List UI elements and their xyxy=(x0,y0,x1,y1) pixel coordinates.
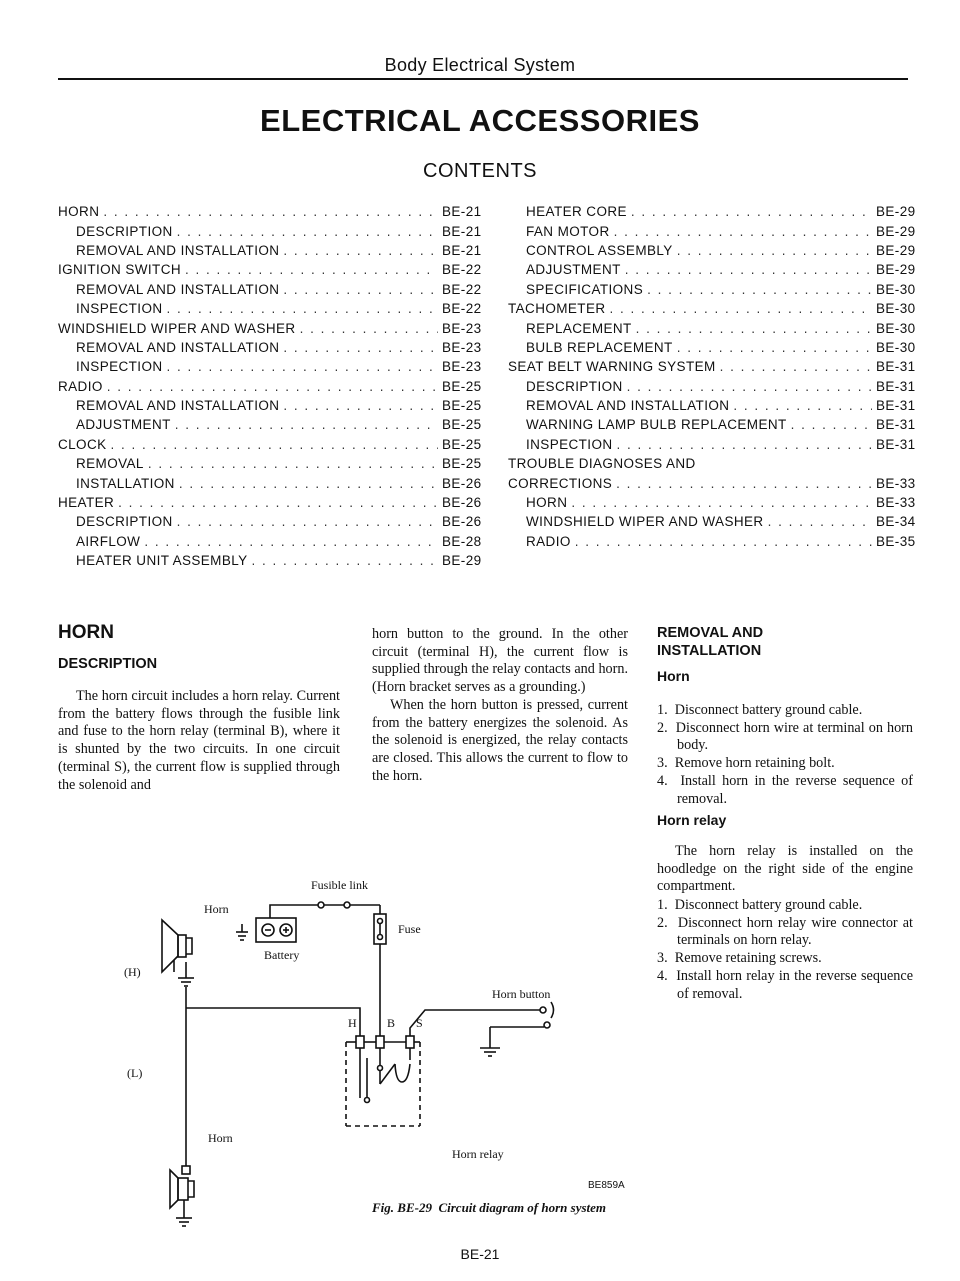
toc-entry-page: BE-25 xyxy=(442,417,482,433)
step-item: 1. Disconnect battery ground cable. xyxy=(657,897,863,913)
toc-entry-label: WINDSHIELD WIPER AND WASHER xyxy=(58,320,296,336)
toc-entry-page: BE-26 xyxy=(442,514,482,530)
toc-leader-dots xyxy=(179,476,438,491)
toc-entry-label: CLOCK xyxy=(58,436,107,452)
toc-entry xyxy=(508,512,916,531)
toc-entry xyxy=(58,221,482,240)
toc-entry xyxy=(508,221,916,240)
toc-entry xyxy=(58,473,482,492)
toc-leader-dots xyxy=(610,301,873,316)
toc-entry-label: DESCRIPTION xyxy=(526,378,623,394)
toc-entry-label: BULB REPLACEMENT xyxy=(526,339,673,355)
step-item: 3. Remove horn retaining bolt. xyxy=(657,755,835,772)
toc-entry-label: CORRECTIONS xyxy=(508,475,613,491)
toc-leader-dots xyxy=(627,379,872,394)
horn-bottom-label: Horn xyxy=(208,1131,233,1145)
toc-leader-dots xyxy=(791,417,872,432)
toc-entry xyxy=(508,493,916,512)
toc-entry xyxy=(58,299,482,318)
toc-leader-dots xyxy=(167,359,438,374)
toc-entry-label: DESCRIPTION xyxy=(76,514,173,530)
toc-entry xyxy=(58,454,482,473)
toc-entry-label: RADIO xyxy=(526,533,571,549)
toc-entry xyxy=(58,396,482,415)
toc-entry xyxy=(508,532,916,551)
toc-entry-page: BE-31 xyxy=(876,359,916,375)
toc-entry-page: BE-29 xyxy=(876,204,916,220)
page-title: ELECTRICAL ACCESSORIES xyxy=(260,103,700,138)
toc-entry-label: HEATER UNIT ASSEMBLY xyxy=(76,553,248,569)
toc-leader-dots xyxy=(118,495,438,510)
toc-entry-page: BE-29 xyxy=(442,553,482,569)
toc-entry-label: INSTALLATION xyxy=(76,475,175,491)
header-rule xyxy=(58,78,908,80)
toc-entry-label: TACHOMETER xyxy=(508,301,606,317)
toc-entry xyxy=(508,396,916,415)
toc-entry xyxy=(58,493,482,512)
toc-entry xyxy=(58,377,482,396)
toc-leader-dots xyxy=(107,379,438,394)
toc-entry-label: IGNITION SWITCH xyxy=(58,262,181,278)
fuse-label: Fuse xyxy=(398,922,421,936)
toc-entry-page: BE-25 xyxy=(442,398,482,414)
toc-entry xyxy=(58,202,482,221)
toc-entry xyxy=(58,280,482,299)
toc-entry-label: REMOVAL AND INSTALLATION xyxy=(76,398,280,414)
toc-entry xyxy=(508,202,916,221)
step-item: 4. Install horn in the reverse sequence of removal. xyxy=(657,772,913,807)
toc-entry-label: RADIO xyxy=(58,378,103,394)
toc-entry-page: BE-30 xyxy=(876,339,916,355)
horn-removal-steps xyxy=(657,702,913,808)
toc-entry-page: BE-21 xyxy=(442,242,482,258)
toc-leader-dots xyxy=(177,224,438,239)
page-number: BE-21 xyxy=(460,1246,500,1262)
toc-entry-label: HEATER xyxy=(58,495,115,511)
toc-entry-label: HORN xyxy=(526,495,568,511)
horn-relay-intro: The horn relay is installed on the hoodledge on the right side of the engine compartment. xyxy=(657,843,913,895)
step-item: 2. Disconnect horn wire at terminal on horn body. xyxy=(657,719,913,754)
toc-entry xyxy=(58,260,482,279)
toc-entry-label: HEATER CORE xyxy=(526,204,627,220)
toc-entry-page: BE-22 xyxy=(442,301,482,317)
toc-entry-label: REMOVAL AND INSTALLATION xyxy=(76,281,280,297)
toc-leader-dots xyxy=(283,282,438,297)
toc-entry-label: WARNING LAMP BULB REPLACEMENT xyxy=(526,417,787,433)
toc-entry-label: REMOVAL AND INSTALLATION xyxy=(76,242,280,258)
terminal-s-label: S xyxy=(416,1016,423,1030)
toc-entry-page: BE-22 xyxy=(442,262,482,278)
label-h: (H) xyxy=(124,965,141,979)
toc-entry-label: SEAT BELT WARNING SYSTEM xyxy=(508,359,716,375)
toc-leader-dots xyxy=(177,514,438,529)
toc-entry xyxy=(508,241,916,260)
horn-relay-label: Horn relay xyxy=(452,1147,504,1161)
toc-entry-page: BE-29 xyxy=(876,223,916,239)
toc-entry xyxy=(58,338,482,357)
toc-leader-dots xyxy=(616,476,872,491)
horn-subheading: Horn xyxy=(657,668,690,684)
toc-entry-page: BE-21 xyxy=(442,204,482,220)
toc-leader-dots xyxy=(571,495,872,510)
toc-entry xyxy=(58,435,482,454)
toc-leader-dots xyxy=(617,437,872,452)
toc-entry xyxy=(508,280,916,299)
toc-leader-dots xyxy=(283,398,438,413)
figure-code: BE859A xyxy=(588,1180,625,1191)
toc-entry xyxy=(58,415,482,434)
toc-entry-label: INSPECTION xyxy=(76,301,163,317)
toc-entry-page: BE-30 xyxy=(876,281,916,297)
toc-entry-label: DESCRIPTION xyxy=(76,223,173,239)
horn-button-label: Horn button xyxy=(492,987,551,1001)
toc-leader-dots xyxy=(103,204,438,219)
description-para1: The horn circuit includes a horn relay. Current from the battery flows through the fusible link and fuse to the horn relay (terminal B), where it is shunted by the two circuits. In one circuit (terminal S), the current flow is supplied through the solenoid and xyxy=(58,688,340,793)
description-para2: When the horn button is pressed, current from the battery energizes the solenoid. As the solenoid is energized, the relay contacts are closed. This allows the current to flow to the horn. xyxy=(372,696,628,784)
toc-entry-label: REMOVAL xyxy=(76,456,144,472)
toc-right-column xyxy=(508,202,916,551)
battery-label: Battery xyxy=(264,948,300,962)
horn-relay-text xyxy=(657,843,913,896)
toc-leader-dots xyxy=(185,262,438,277)
toc-entry-label: TROUBLE DIAGNOSES AND xyxy=(508,456,696,472)
step-item: 2. Disconnect horn relay wire connector at terminals on horn relay. xyxy=(657,914,913,949)
toc-entry-label: ADJUSTMENT xyxy=(526,262,621,278)
toc-entry-page: BE-25 xyxy=(442,456,482,472)
toc-entry-label: CONTROL ASSEMBLY xyxy=(526,242,673,258)
terminal-b-label: B xyxy=(387,1016,396,1030)
horn-top-label: Horn xyxy=(204,902,229,916)
toc-entry xyxy=(508,454,912,473)
toc-entry-label: ADJUSTMENT xyxy=(76,417,171,433)
description-text-col2 xyxy=(372,626,628,785)
toc-leader-dots xyxy=(148,456,438,471)
toc-entry-page: BE-23 xyxy=(442,320,482,336)
toc-entry xyxy=(508,377,916,396)
toc-leader-dots xyxy=(625,262,872,277)
toc-entry-label: AIRFLOW xyxy=(76,533,141,549)
toc-entry-page: BE-22 xyxy=(442,281,482,297)
toc-leader-dots xyxy=(300,321,438,336)
toc-entry-label: FAN MOTOR xyxy=(526,223,610,239)
running-header: Body Electrical System xyxy=(384,55,576,75)
description-text-col1 xyxy=(58,688,340,794)
toc-entry-page: BE-31 xyxy=(876,378,916,394)
toc-entry-page: BE-25 xyxy=(442,378,482,394)
toc-entry xyxy=(508,299,916,318)
toc-entry-label: REMOVAL AND INSTALLATION xyxy=(526,398,730,414)
horn-relay-subheading: Horn relay xyxy=(657,812,727,828)
toc-leader-dots xyxy=(636,321,872,336)
toc-entry-label: REPLACEMENT xyxy=(526,320,632,336)
toc-entry-page: BE-30 xyxy=(876,301,916,317)
toc-entry-page: BE-30 xyxy=(876,320,916,336)
toc-leader-dots xyxy=(614,224,872,239)
toc-entry-page: BE-35 xyxy=(876,533,916,549)
toc-entry xyxy=(58,318,482,337)
toc-entry-page: BE-23 xyxy=(442,359,482,375)
toc-entry xyxy=(58,241,482,260)
toc-entry-page: BE-26 xyxy=(442,475,482,491)
toc-entry-page: BE-31 xyxy=(876,417,916,433)
label-l: (L) xyxy=(127,1066,143,1080)
toc-entry-label: SPECIFICATIONS xyxy=(526,281,644,297)
toc-leader-dots xyxy=(111,437,438,452)
contents-heading: CONTENTS xyxy=(423,160,537,182)
description-para1-cont: horn button to the ground. In the other circuit (terminal H), the current flow is supplied through the relay contacts and horn. (Horn bracket serves as a grounding.) xyxy=(372,626,628,696)
toc-entry xyxy=(58,512,482,531)
toc-leader-dots xyxy=(575,534,872,549)
toc-entry-page: BE-31 xyxy=(876,398,916,414)
horn-heading: HORN xyxy=(58,622,114,643)
horn-relay-steps xyxy=(657,897,913,1003)
toc-entry xyxy=(508,318,916,337)
horn-bottom-symbol xyxy=(170,1158,194,1226)
fuse-symbol xyxy=(374,914,386,944)
toc-leader-dots xyxy=(677,340,872,355)
toc-leader-dots xyxy=(283,243,438,258)
toc-entry xyxy=(58,357,482,376)
toc-leader-dots xyxy=(768,514,872,529)
toc-entry-label: REMOVAL AND INSTALLATION xyxy=(76,339,280,355)
terminal-h-label: H xyxy=(348,1016,357,1030)
toc-entry-page: BE-26 xyxy=(442,495,482,511)
toc-entry xyxy=(508,338,916,357)
toc-leader-dots xyxy=(167,301,438,316)
toc-entry xyxy=(58,551,482,570)
toc-entry-page: BE-31 xyxy=(876,436,916,452)
toc-leader-dots xyxy=(677,243,872,258)
toc-leader-dots xyxy=(283,340,438,355)
toc-leader-dots xyxy=(252,553,438,568)
toc-entry-page: BE-29 xyxy=(876,242,916,258)
toc-entry xyxy=(508,415,916,434)
horn-top-symbol xyxy=(162,920,192,972)
step-item: 1. Disconnect battery ground cable. xyxy=(657,702,863,718)
step-item: 3. Remove retaining screws. xyxy=(657,950,822,967)
toc-entry-page: BE-23 xyxy=(442,339,482,355)
toc-entry-page: BE-34 xyxy=(876,514,916,530)
removal-heading: REMOVAL AND INSTALLATION xyxy=(657,625,764,659)
toc-entry-label: INSPECTION xyxy=(526,436,613,452)
toc-entry xyxy=(508,260,916,279)
toc-entry-page: BE-33 xyxy=(876,495,916,511)
toc-left-column xyxy=(58,202,482,570)
toc-leader-dots xyxy=(647,282,872,297)
toc-leader-dots xyxy=(631,204,872,219)
toc-entry-label: HORN xyxy=(58,204,100,220)
toc-entry-page: BE-25 xyxy=(442,436,482,452)
figure-caption: Fig. BE-29 Circuit diagram of horn system xyxy=(372,1200,607,1215)
toc-entry xyxy=(508,473,916,492)
toc-entry xyxy=(508,357,916,376)
toc-entry-page: BE-28 xyxy=(442,533,482,549)
description-heading: DESCRIPTION xyxy=(58,656,158,672)
toc-leader-dots xyxy=(733,398,872,413)
toc-entry-page: BE-33 xyxy=(876,475,916,491)
toc-leader-dots xyxy=(144,534,438,549)
horn-relay-symbol xyxy=(346,1010,420,1126)
toc-leader-dots xyxy=(175,417,438,432)
step-item: 4. Install horn relay in the reverse sequence of removal. xyxy=(657,967,913,1002)
toc-entry-label: WINDSHIELD WIPER AND WASHER xyxy=(526,514,764,530)
toc-entry-page: BE-29 xyxy=(876,262,916,278)
toc-leader-dots xyxy=(720,359,872,374)
battery-symbol xyxy=(236,918,296,942)
toc-entry-page: BE-21 xyxy=(442,223,482,239)
toc-entry xyxy=(58,532,482,551)
toc-entry xyxy=(508,435,916,454)
fusible-link-label: Fusible link xyxy=(311,878,369,892)
toc-entry-label: INSPECTION xyxy=(76,359,163,375)
